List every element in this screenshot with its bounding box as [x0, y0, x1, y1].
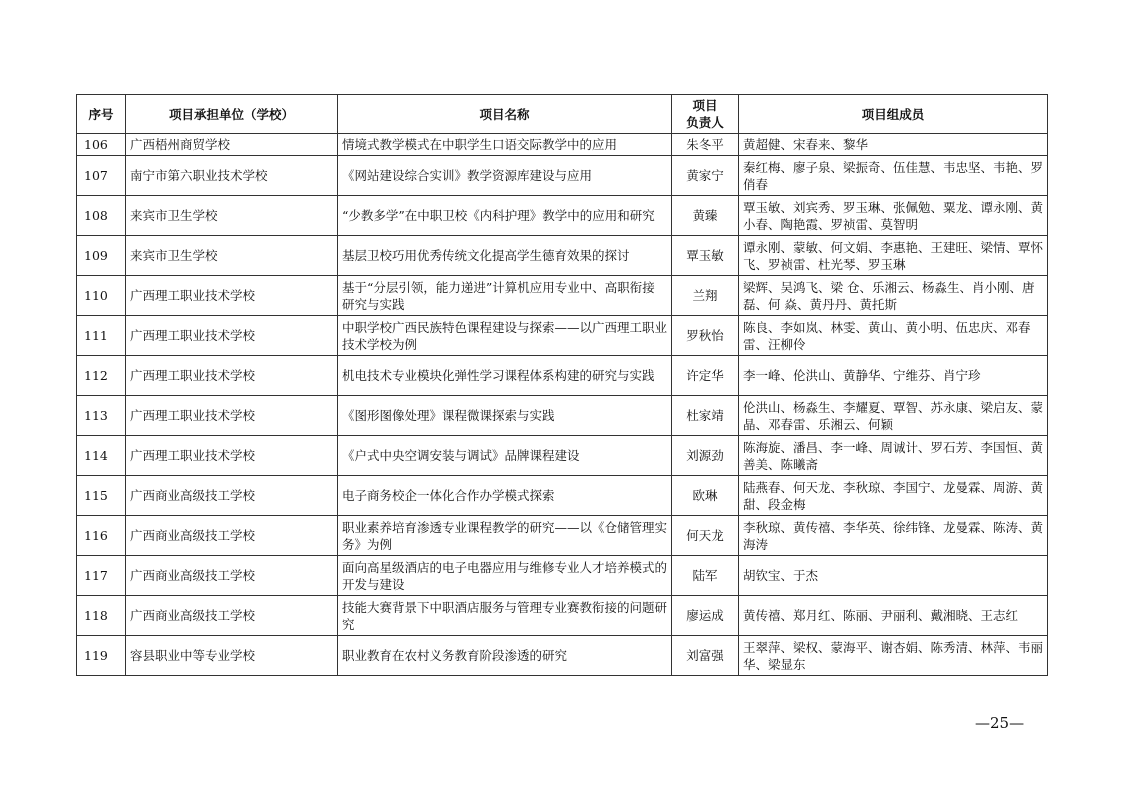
table-header-row: [77, 95, 1048, 134]
table-row: [77, 276, 1048, 316]
cell-serial: 116: [77, 516, 126, 556]
cell-project-name: 《网站建设综合实训》教学资源库建设与应用: [338, 156, 672, 196]
header-serial: 序号: [77, 95, 126, 134]
cell-lead: 许定华: [672, 356, 739, 396]
cell-project-name: 电子商务校企一体化合作办学模式探索: [338, 476, 672, 516]
header-lead-line2: 负责人: [686, 115, 724, 130]
table-row: [77, 356, 1048, 396]
cell-lead: 罗秋怡: [672, 316, 739, 356]
cell-lead: 黄家宁: [672, 156, 739, 196]
cell-lead: 杜家靖: [672, 396, 739, 436]
cell-members: 秦红梅、廖子泉、梁振奇、伍佳慧、韦忠坚、韦艳、罗俏春: [739, 156, 1048, 196]
cell-serial: 108: [77, 196, 126, 236]
header-lead: [672, 95, 739, 134]
cell-serial: 117: [77, 556, 126, 596]
cell-project-name: “少教多学”在中职卫校《内科护理》教学中的应用和研究: [338, 196, 672, 236]
header-members: 项目组成员: [739, 95, 1048, 134]
cell-lead: 兰翔: [672, 276, 739, 316]
cell-serial: 106: [77, 134, 126, 156]
cell-serial: 118: [77, 596, 126, 636]
header-project-name: 项目名称: [338, 95, 672, 134]
cell-serial: 119: [77, 636, 126, 676]
cell-serial: 111: [77, 316, 126, 356]
table-row: [77, 516, 1048, 556]
cell-serial: 107: [77, 156, 126, 196]
table-row: [77, 156, 1048, 196]
cell-project-name: 职业教育在农村义务教育阶段渗透的研究: [338, 636, 672, 676]
cell-project-name: 职业素养培育渗透专业课程教学的研究——以《仓储管理实务》为例: [338, 516, 672, 556]
cell-lead: 朱冬平: [672, 134, 739, 156]
cell-members: 谭永刚、蒙敏、何文娟、李惠艳、王建旺、梁情、覃怀飞、罗祯雷、杜光琴、罗玉琳: [739, 236, 1048, 276]
cell-members: 王翠萍、梁权、蒙海平、谢杏娟、陈秀清、林萍、韦丽华、梁显东: [739, 636, 1048, 676]
cell-unit: 广西理工职业技术学校: [126, 436, 338, 476]
cell-project-name: 情境式教学模式在中职学生口语交际教学中的应用: [338, 134, 672, 156]
cell-members: 陆燕春、何天龙、李秋琼、李国宁、龙曼霖、周游、黄甜、段金梅: [739, 476, 1048, 516]
cell-unit: 广西商业高级技工学校: [126, 556, 338, 596]
cell-serial: 112: [77, 356, 126, 396]
cell-serial: 110: [77, 276, 126, 316]
header-unit: 项目承担单位（学校）: [126, 95, 338, 134]
cell-project-name: 《图形图像处理》课程微课探索与实践: [338, 396, 672, 436]
cell-unit: 广西梧州商贸学校: [126, 134, 338, 156]
table-row: [77, 636, 1048, 676]
table-row: [77, 236, 1048, 276]
cell-project-name: 《户式中央空调安装与调试》品牌课程建设: [338, 436, 672, 476]
cell-members: 伦洪山、杨淼生、李耀夏、覃智、苏永康、梁启友、蒙晶、邓春雷、乐湘云、何颖: [739, 396, 1048, 436]
project-list-sheet: [76, 94, 1047, 676]
cell-lead: 陆军: [672, 556, 739, 596]
cell-unit: 广西商业高级技工学校: [126, 596, 338, 636]
cell-members: 梁辉、吴鸿飞、梁 仓、乐湘云、杨淼生、肖小刚、唐磊、何 焱、黄丹丹、黄托斯: [739, 276, 1048, 316]
cell-project-name: 技能大赛背景下中职酒店服务与管理专业赛教衔接的问题研究: [338, 596, 672, 636]
cell-serial: 115: [77, 476, 126, 516]
cell-project-name: 面向高星级酒店的电子电器应用与维修专业人才培养模式的开发与建设: [338, 556, 672, 596]
table-row: [77, 556, 1048, 596]
cell-members: 陈海旋、潘昌、李一峰、周诚计、罗石芳、李国恒、黄善美、陈曦斋: [739, 436, 1048, 476]
cell-lead: 黄臻: [672, 196, 739, 236]
cell-lead: 欧琳: [672, 476, 739, 516]
cell-unit: 广西理工职业技术学校: [126, 316, 338, 356]
cell-members: 黄传禧、郑月红、陈丽、尹丽利、戴湘晓、王志红: [739, 596, 1048, 636]
table-row: [77, 596, 1048, 636]
cell-members: 陈良、李如岚、林雯、黄山、黄小明、伍忠庆、邓春雷、汪柳伶: [739, 316, 1048, 356]
header-lead-line1: 项目: [692, 98, 718, 113]
project-table: [76, 94, 1048, 676]
cell-lead: 覃玉敏: [672, 236, 739, 276]
cell-unit: 广西商业高级技工学校: [126, 516, 338, 556]
cell-unit: 广西商业高级技工学校: [126, 476, 338, 516]
table-row: [77, 396, 1048, 436]
cell-unit: 容县职业中等专业学校: [126, 636, 338, 676]
cell-serial: 114: [77, 436, 126, 476]
cell-unit: 广西理工职业技术学校: [126, 276, 338, 316]
cell-project-name: 机电技术专业模块化弹性学习课程体系构建的研究与实践: [338, 356, 672, 396]
cell-lead: 廖运成: [672, 596, 739, 636]
table-row: [77, 436, 1048, 476]
cell-project-name: 中职学校广西民族特色课程建设与探索——以广西理工职业技术学校为例: [338, 316, 672, 356]
cell-members: 胡钦宝、于杰: [739, 556, 1048, 596]
cell-unit: 来宾市卫生学校: [126, 196, 338, 236]
cell-lead: 刘富强: [672, 636, 739, 676]
page-number: —25—: [975, 714, 1025, 732]
cell-members: 覃玉敏、刘宾秀、罗玉琳、张佩勉、粟龙、谭永刚、黄小春、陶艳霞、罗祯雷、莫智明: [739, 196, 1048, 236]
cell-unit: 南宁市第六职业技术学校: [126, 156, 338, 196]
table-row: [77, 196, 1048, 236]
cell-members: 黄超健、宋春来、黎华: [739, 134, 1048, 156]
cell-unit: 广西理工职业技术学校: [126, 356, 338, 396]
cell-unit: 广西理工职业技术学校: [126, 396, 338, 436]
cell-project-name: 基层卫校巧用优秀传统文化提高学生德育效果的探讨: [338, 236, 672, 276]
cell-serial: 109: [77, 236, 126, 276]
table-row: [77, 134, 1048, 156]
cell-serial: 113: [77, 396, 126, 436]
cell-project-name: 基于“分层引领，能力递进”计算机应用专业中、高职衔接研究与实践: [338, 276, 672, 316]
table-row: [77, 476, 1048, 516]
table-row: [77, 316, 1048, 356]
cell-lead: 何天龙: [672, 516, 739, 556]
cell-members: 李秋琼、黄传禧、李华英、徐纬锋、龙曼霖、陈涛、黄海涛: [739, 516, 1048, 556]
cell-members: 李一峰、伦洪山、黄静华、宁维芬、肖宁珍: [739, 356, 1048, 396]
cell-unit: 来宾市卫生学校: [126, 236, 338, 276]
cell-lead: 刘源劲: [672, 436, 739, 476]
